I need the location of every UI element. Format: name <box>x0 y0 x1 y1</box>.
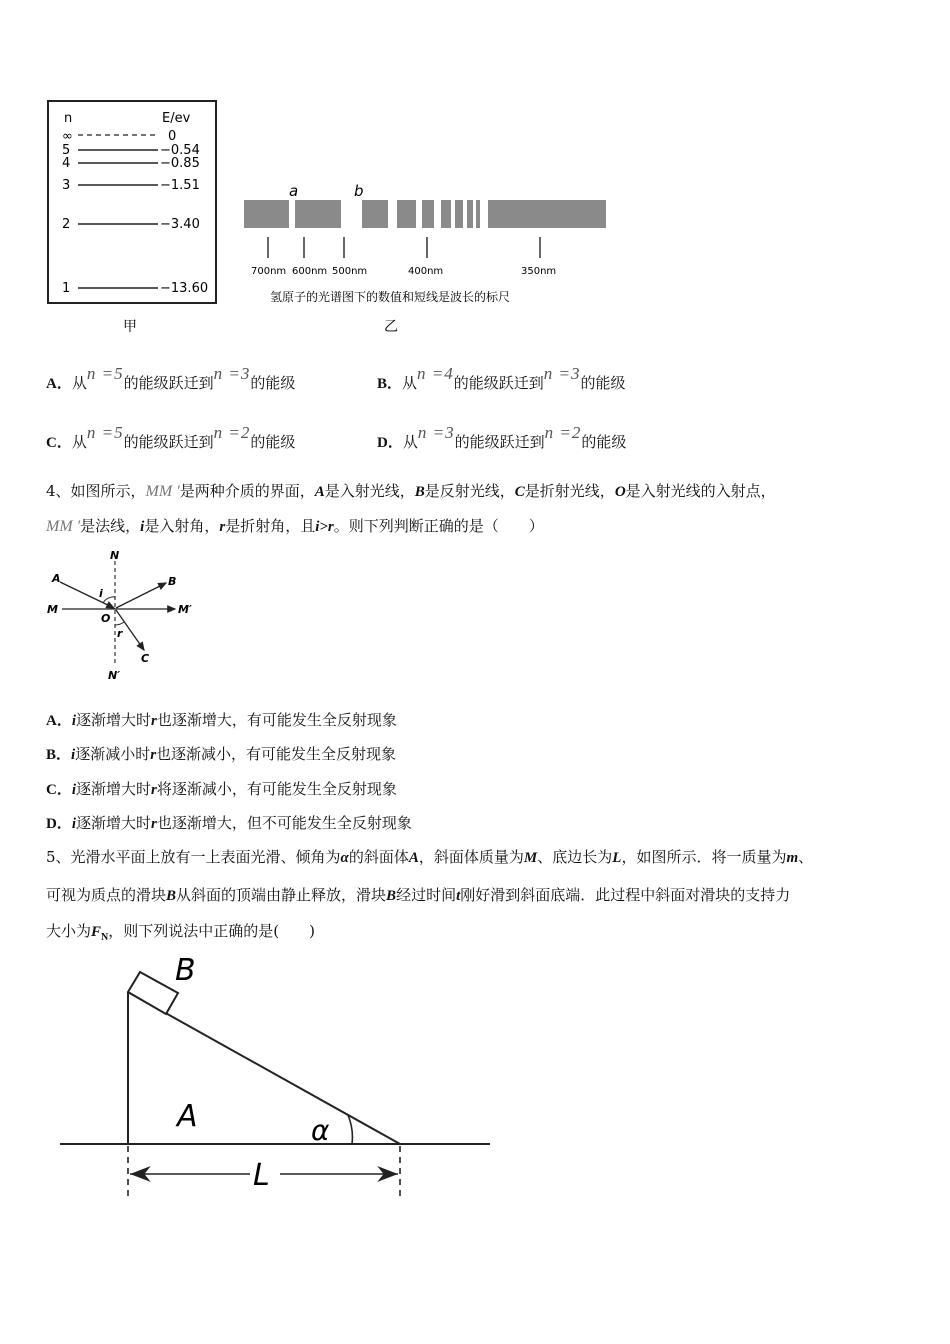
wl-600: 600nm <box>292 266 328 277</box>
label-r: r <box>117 627 123 640</box>
level-e-1: −13.60 <box>160 281 209 296</box>
label-alpha: α <box>311 1114 330 1147</box>
label-n: N <box>110 549 120 562</box>
q4-stem-line1: 4、如图所示，MM ′是两种介质的界面，A是入射光线，B是反射光线，C是折射光线，O是入射光线的入射点， <box>46 482 776 500</box>
level-n-5: 5 <box>62 143 71 158</box>
label-n-prime: N′ <box>108 669 121 682</box>
incline-figure <box>55 950 500 1210</box>
q4-option-a: A．i逐渐增大时r也逐渐增大，有可能发生全反射现象 <box>46 711 397 729</box>
q3-option-b: B．从n =4的能级跃迁到n =3的能级 <box>377 364 626 392</box>
angle-arc-i <box>103 597 115 603</box>
caption-yi: 乙 <box>384 319 398 335</box>
level-n-4: 4 <box>62 156 71 171</box>
label-m: M <box>47 603 58 616</box>
spectrum-label-b: b <box>354 182 364 200</box>
level-e-4: −0.85 <box>160 156 200 171</box>
q4-option-b: B．i逐渐减小时r也逐渐减小，有可能发生全反射现象 <box>46 745 397 763</box>
angle-arc-r <box>115 622 124 625</box>
level-e-2: −3.40 <box>160 217 200 232</box>
incident-ray-a <box>60 582 114 608</box>
incline-slope <box>128 992 400 1144</box>
label-c: C <box>141 652 150 665</box>
band-4 <box>397 200 416 228</box>
spectrum-label-a: a <box>289 182 299 200</box>
level-e-5: −0.54 <box>160 143 200 158</box>
label-a: A <box>52 572 61 585</box>
band-9 <box>476 200 480 228</box>
band-8 <box>467 200 473 228</box>
wl-400: 400nm <box>408 266 444 277</box>
hydrogen-spectrum-figure <box>240 178 615 338</box>
q5-stem-line3: 大小为$F_N$，则下列说法中正确的是( ) <box>46 922 315 943</box>
q3-option-a: A．从n =5的能级跃迁到n =3的能级 <box>46 364 296 392</box>
band-10 <box>488 200 606 228</box>
label-i: i <box>99 587 103 600</box>
wavelength-ticks <box>268 237 540 258</box>
block-b <box>128 972 178 1014</box>
label-incline-a: A <box>177 1099 198 1134</box>
reflected-ray-b <box>116 583 166 608</box>
q4-stem-line2: MM ′是法线，i是入射角，r是折射角，且i>r。则下列判断正确的是（ ） <box>46 517 544 535</box>
n-header: n <box>64 111 73 126</box>
level-n-inf: ∞ <box>62 129 73 144</box>
label-o: O <box>101 612 111 625</box>
e-header: E/ev <box>162 111 191 126</box>
energy-level-diagram <box>40 95 230 340</box>
level-e-inf: 0 <box>168 129 177 144</box>
angle-arc-alpha <box>348 1115 352 1144</box>
spectrum-note: 氢原子的光谱图下的数值和短线是波长的标尺 <box>270 290 511 304</box>
q4-option-d: D．i逐渐增大时r也逐渐增大，但不可能发生全反射现象 <box>46 814 412 832</box>
label-block-b: B <box>175 953 196 988</box>
level-e-3: −1.51 <box>160 178 200 193</box>
label-b: B <box>168 575 177 588</box>
caption-jia: 甲 <box>123 319 137 335</box>
band-7 <box>455 200 463 228</box>
wl-700: 700nm <box>251 266 287 277</box>
wl-350: 350nm <box>521 266 557 277</box>
label-m-prime: M′ <box>178 603 192 616</box>
q5-stem-line2: 可视为质点的滑块B从斜面的顶端由静止释放，滑块B经过时间t刚好滑到斜面底端．此过程中斜面对滑块的支持力 <box>46 886 791 904</box>
energy-frame <box>48 101 216 303</box>
q4-option-c: C．i逐渐增大时r将逐渐减小，有可能发生全反射现象 <box>46 780 397 798</box>
band-5 <box>422 200 434 228</box>
band-6 <box>441 200 451 228</box>
level-n-2: 2 <box>62 217 71 232</box>
refraction-figure <box>40 545 210 685</box>
band-2 <box>295 200 341 228</box>
q3-option-c: C．从n =5的能级跃迁到n =2的能级 <box>46 423 296 451</box>
spectrum-bands <box>244 200 606 228</box>
level-n-3: 3 <box>62 178 71 193</box>
q3-option-d: D．从n =3的能级跃迁到n =2的能级 <box>377 423 627 451</box>
band-1 <box>244 200 289 228</box>
q5-stem-line1: 5、光滑水平面上放有一上表面光滑、倾角为α的斜面体A，斜面体质量为M、底边长为L，如图所示．将一质量为m、 <box>46 848 814 866</box>
label-length-l: L <box>253 1158 270 1193</box>
band-3 <box>362 200 388 228</box>
level-n-1: 1 <box>62 281 71 296</box>
wl-500: 500nm <box>332 266 368 277</box>
